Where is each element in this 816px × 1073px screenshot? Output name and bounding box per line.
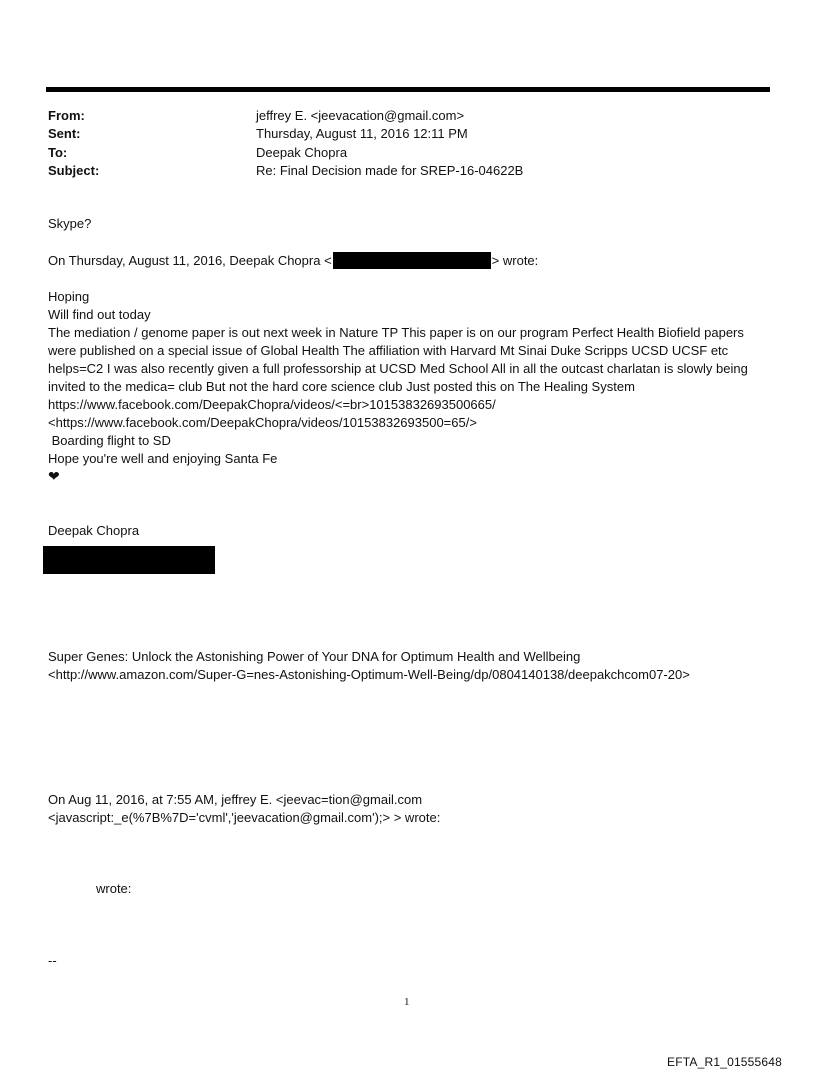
page-number: 1 bbox=[404, 996, 410, 1008]
heart-icon: ❤ bbox=[48, 469, 60, 485]
sent-label: Sent: bbox=[48, 126, 81, 141]
book-link: <http://www.amazon.com/Super-G=nes-Astonishing-Optimum-Well-Being/dp/0804140138/deepakchcom07-20> bbox=[48, 667, 690, 682]
body-line: Hoping bbox=[48, 289, 90, 304]
to-value: Deepak Chopra bbox=[256, 145, 348, 160]
to-label: To: bbox=[48, 145, 68, 160]
quote-intro bbox=[48, 252, 538, 270]
redacted-email bbox=[333, 252, 491, 269]
sent-value: Thursday, August 11, 2016 12:11 PM bbox=[256, 126, 468, 141]
subject-label: Subject: bbox=[48, 163, 100, 178]
quote-intro-before: On Thursday, August 11, 2016, Deepak Chopra < bbox=[48, 253, 332, 268]
body-line: Will find out today bbox=[48, 307, 151, 322]
from-label: From: bbox=[48, 108, 85, 123]
second-quote-line: <javascript:_e(%7B%7D='cvml','jeevacation@gmail.com');> > wrote: bbox=[48, 810, 441, 825]
indented-wrote: wrote: bbox=[96, 881, 132, 896]
quote-intro-after: > wrote: bbox=[491, 253, 539, 268]
body-line: The mediation / genome paper is out next week in Nature TP This paper is on our program Perfect Health Biofield papers bbox=[48, 325, 744, 340]
body-line: Boarding flight to SD bbox=[48, 433, 171, 448]
body-line: invited to the medica= club But not the hard core science club Just posted this on The Healing System bbox=[48, 379, 635, 394]
reply-text: Skype? bbox=[48, 216, 92, 231]
signature-name: Deepak Chopra bbox=[48, 523, 140, 538]
body-line: helps=C2 I was also recently given a full professorship at UCSD Med School All in all the outcast charlatan is slowly being bbox=[48, 361, 748, 376]
book-title: Super Genes: Unlock the Astonishing Power of Your DNA for Optimum Health and Wellbeing bbox=[48, 649, 581, 664]
header-divider bbox=[46, 87, 770, 92]
document-id: EFTA_R1_01555648 bbox=[667, 1055, 783, 1069]
body-link: <https://www.facebook.com/DeepakChopra/videos/10153832693500=65/> bbox=[48, 415, 477, 430]
from-value: jeffrey E. <jeevacation@gmail.com> bbox=[256, 108, 465, 123]
second-quote-line: On Aug 11, 2016, at 7:55 AM, jeffrey E. <jeevac=tion@gmail.com bbox=[48, 792, 423, 807]
subject-value: Re: Final Decision made for SREP-16-04622B bbox=[256, 163, 524, 178]
body-link: https://www.facebook.com/DeepakChopra/videos/<=br>10153832693500665/ bbox=[48, 397, 496, 412]
body-line: were published on a special issue of Global Health The affiliation with Harvard Mt Sinai Duke Scripps UCSD UCSF etc bbox=[48, 343, 729, 358]
body-line: Hope you're well and enjoying Santa Fe bbox=[48, 451, 278, 466]
redacted-signature bbox=[43, 546, 215, 574]
signature-dashes: -- bbox=[48, 953, 57, 968]
